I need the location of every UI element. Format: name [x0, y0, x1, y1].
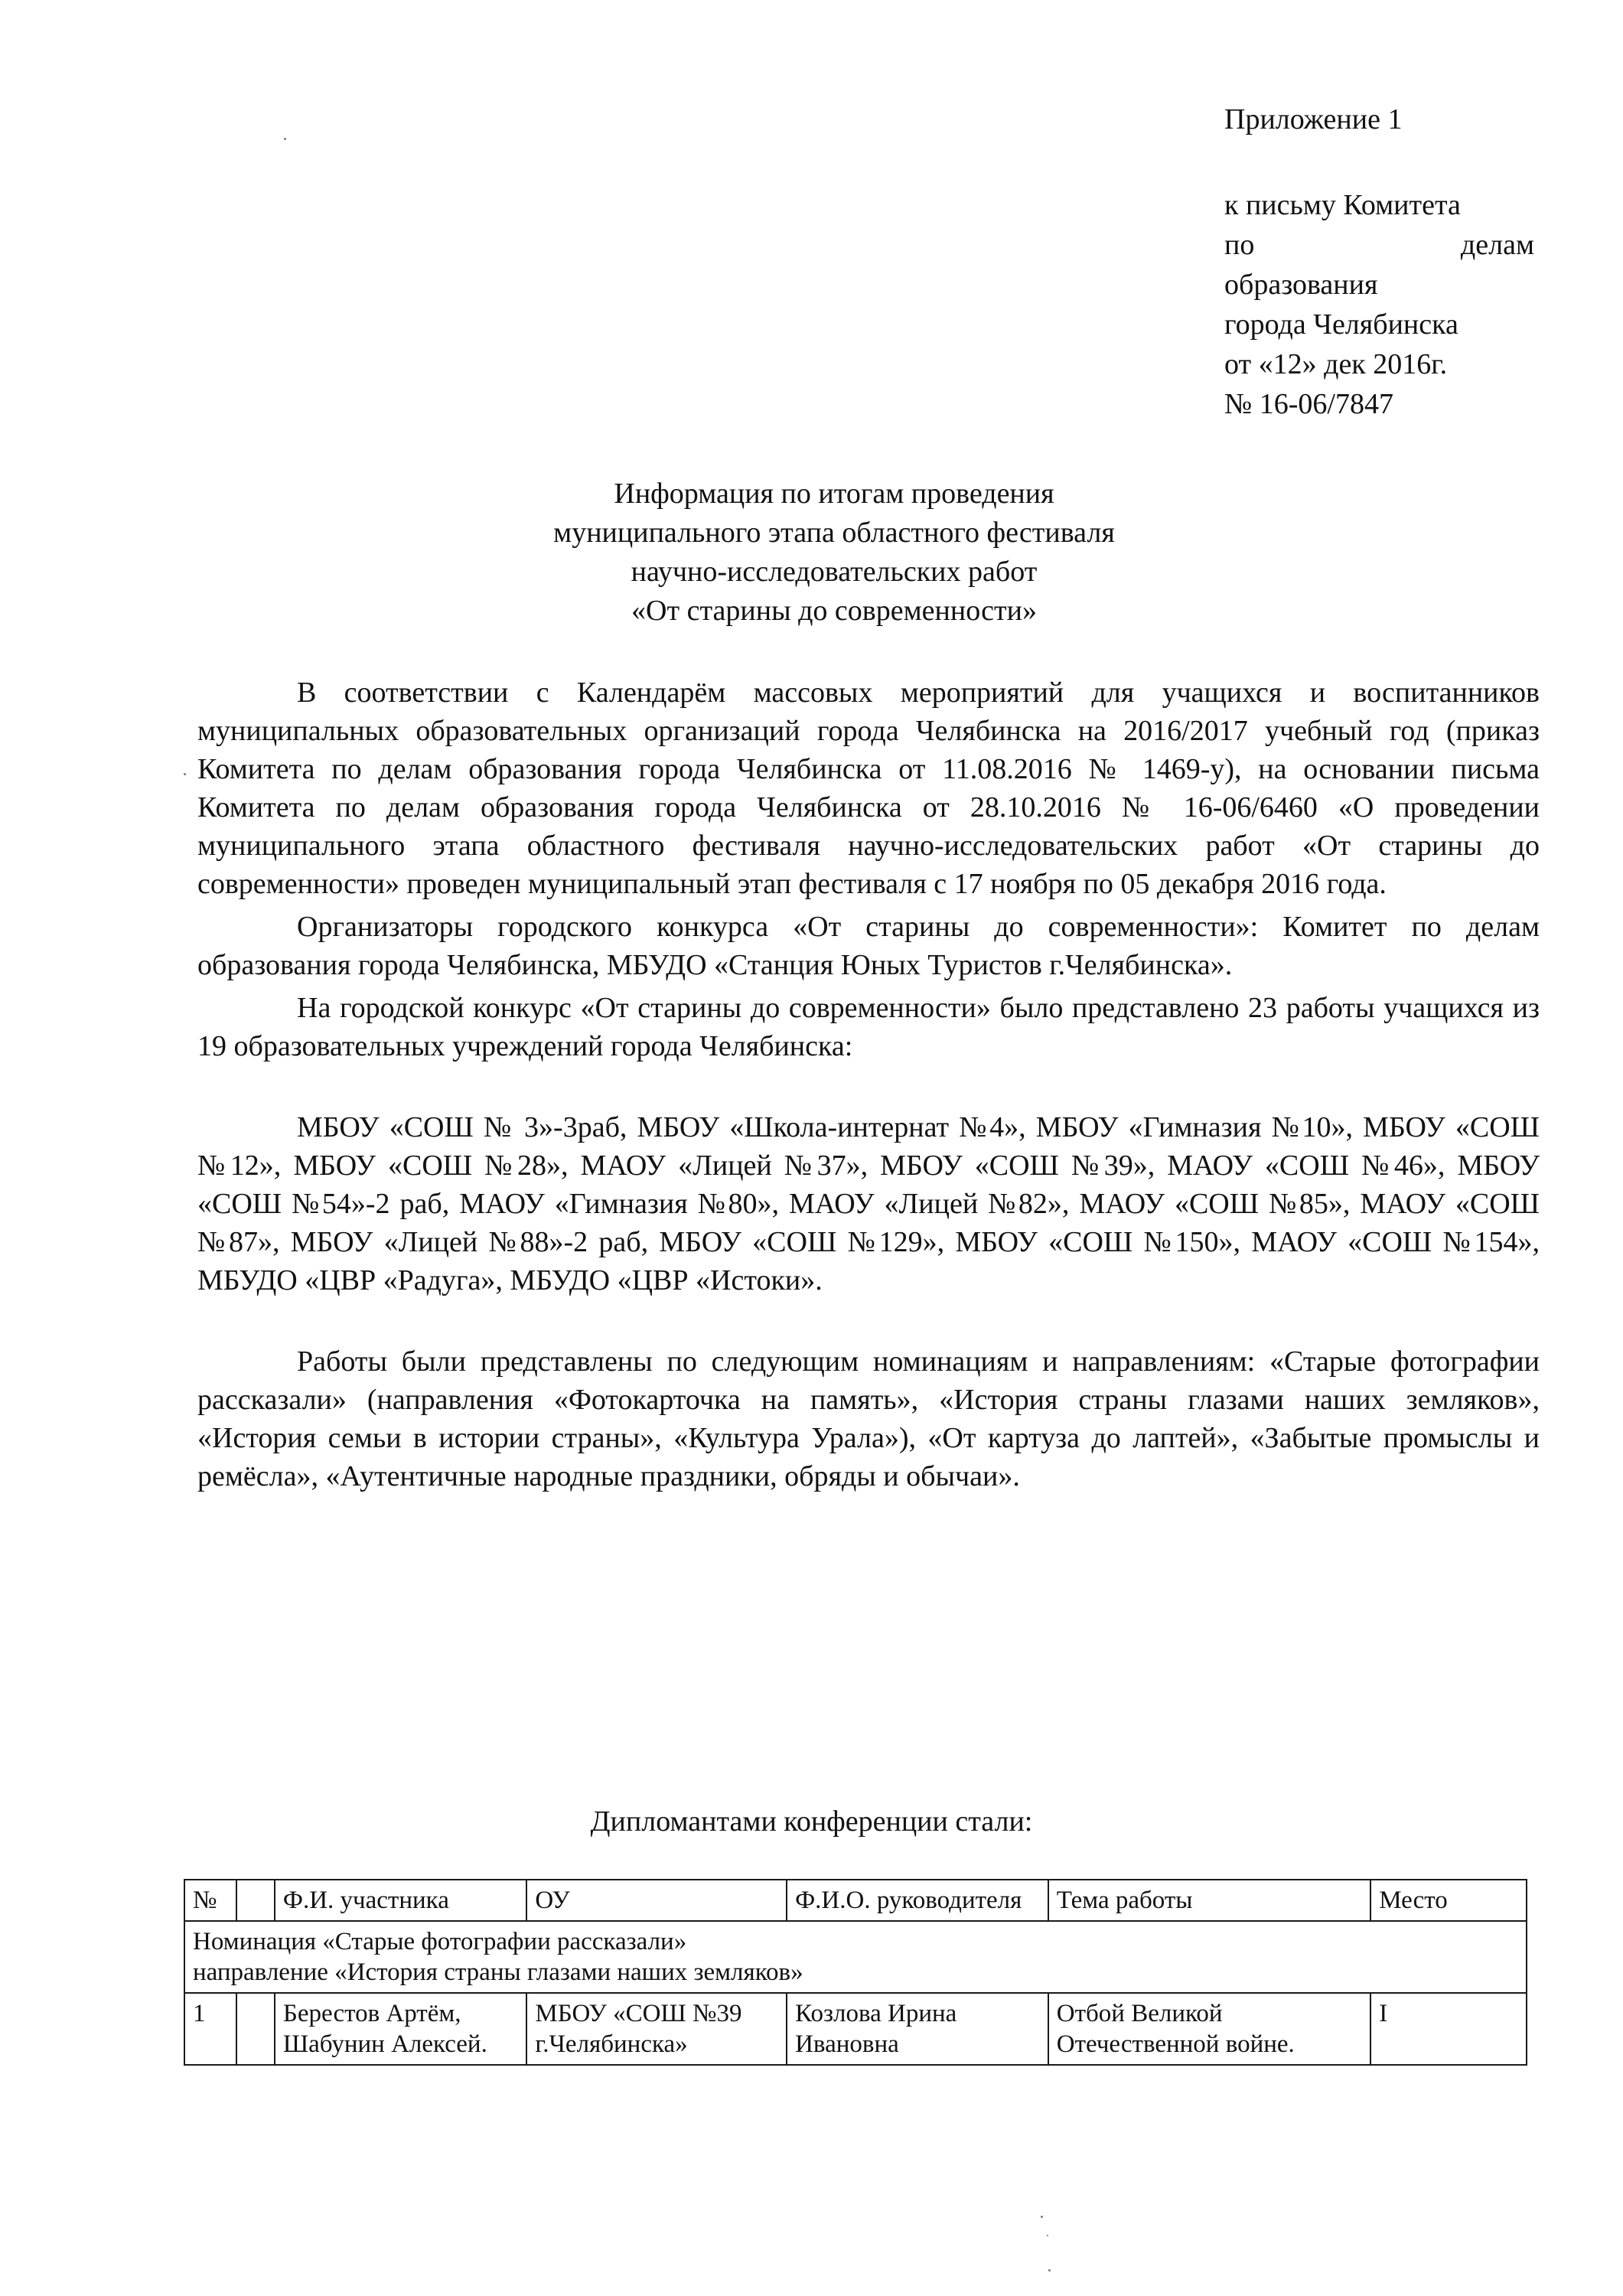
appendix-title: Приложение 1 [1224, 103, 1403, 135]
paragraph-schools: МБОУ «СОШ № 3»-3раб, МБОУ «Школа-интернат №4», МБОУ «Гимназия №10», МБОУ «СОШ №12», МБОУ «СОШ №28», МАОУ «Лицей №37», МБОУ «СОШ №39», МАОУ «СОШ №46», МБОУ «СОШ №54»-2 раб, МАОУ «Гимназия №80», МАОУ «Лицей №82», МАОУ «СОШ №85», МАОУ «СОШ №87», МБОУ «Лицей №88»-2 раб, МБОУ «СОШ №129», МБОУ «СОШ №150», МАОУ «СОШ №154», МБУДО «ЦВР «Радуга», МБУДО «ЦВР «Истоки». [197, 1111, 1540, 1296]
appendix-line: города Челябинска [1224, 308, 1458, 341]
results-table [184, 1879, 1527, 2066]
header-participant: Ф.И. участника [275, 1880, 527, 1921]
scan-speck [284, 138, 286, 140]
appendix-line: образования [1224, 269, 1378, 301]
appendix-line: № 16-06/7847 [1224, 388, 1393, 420]
cell-place: I [1370, 1993, 1527, 2065]
heading-line: Информация по итогам проведения [614, 478, 1054, 510]
appendix-reference [1224, 185, 1534, 424]
header-topic: Тема работы [1048, 1880, 1370, 1921]
cell-supervisor: Козлова Ирина Ивановна [787, 1993, 1048, 2065]
header-place: Место [1370, 1880, 1527, 1921]
heading-line: «От старины до современности» [631, 595, 1037, 627]
paragraph-calendar: В соответствии с Календарём массовых мероприятий для учащихся и воспитанников муниципальных образовательных организаций города Челябинска на 2016/2017 учебный год (приказ Комитета по делам образования города Челябинска от 11.08.2016 № 1469-у), на основании письма Комитета по делам образования города Челябинска от 28.10.2016 № 16-06/6460 «О проведении муниципального этапа областного фестиваля научно-исследовательских работ «От старины до современности» проведен муниципальный этап фестиваля с 17 ноября по 05 декабря 2016 года. [197, 677, 1540, 900]
header-blank [236, 1880, 275, 1921]
nomination-row [184, 1921, 1527, 1993]
cell-num: 1 [184, 1993, 236, 2065]
scan-speck [1048, 2269, 1051, 2272]
paragraph-submissions: На городской конкурс «От старины до современности» было представлено 23 работы учащихся из 19 образовательных учреждений города Челябинска: [197, 992, 1540, 1062]
appendix-line: от «12» дек 2016г. [1224, 348, 1448, 380]
document-heading [429, 475, 1240, 631]
cell-blank [236, 1993, 275, 2065]
table-row [184, 1993, 1527, 2065]
appendix-line: к письму Комитета [1224, 189, 1461, 221]
appendix-line: по делам [1224, 229, 1534, 261]
cell-participant: Берестов Артём, Шабунин Алексей. [275, 1993, 527, 2065]
paragraph-organizers: Организаторы городского конкурса «От старины до современности»: Комитет по делам образования города Челябинска, МБУДО «Станция Юных Туристов г.Челябинска». [197, 911, 1540, 981]
table-caption: Дипломантами конференции стали: [590, 1805, 1033, 1838]
document-body [197, 673, 1540, 1495]
scan-speck [184, 773, 186, 775]
header-num: № [184, 1880, 236, 1921]
header-supervisor: Ф.И.О. руководителя [787, 1880, 1048, 1921]
nomination-cell [184, 1921, 1527, 1993]
header-school: ОУ [526, 1880, 787, 1921]
nomination-direction: направление «История страны глазами наших земляков» [193, 1958, 803, 1986]
appendix-note [1224, 99, 1546, 424]
nomination-title: Номинация «Старые фотографии рассказали» [193, 1928, 687, 1955]
heading-line: научно-исследовательских работ [631, 556, 1038, 588]
table-header-row [184, 1880, 1527, 1921]
heading-line: муниципального этапа областного фестиваля [553, 517, 1115, 549]
scan-speck [1041, 2216, 1043, 2218]
cell-school: МБОУ «СОШ №39 г.Челябинска» [526, 1993, 787, 2065]
cell-topic: Отбой Великой Отечественной войне. [1048, 1993, 1370, 2065]
paragraph-nominations: Работы были представлены по следующим номинациям и направлениям: «Старые фотографии рассказали» (направления «Фотокарточка на память», «История страны глазами наших земляков», «История семьи в истории страны», «Культура Урала»), «От картуза до лаптей», «Забытые промыслы и ремёсла», «Аутентичные народные праздники, обряды и обычаи». [197, 1345, 1540, 1492]
scan-speck [1047, 2235, 1048, 2236]
